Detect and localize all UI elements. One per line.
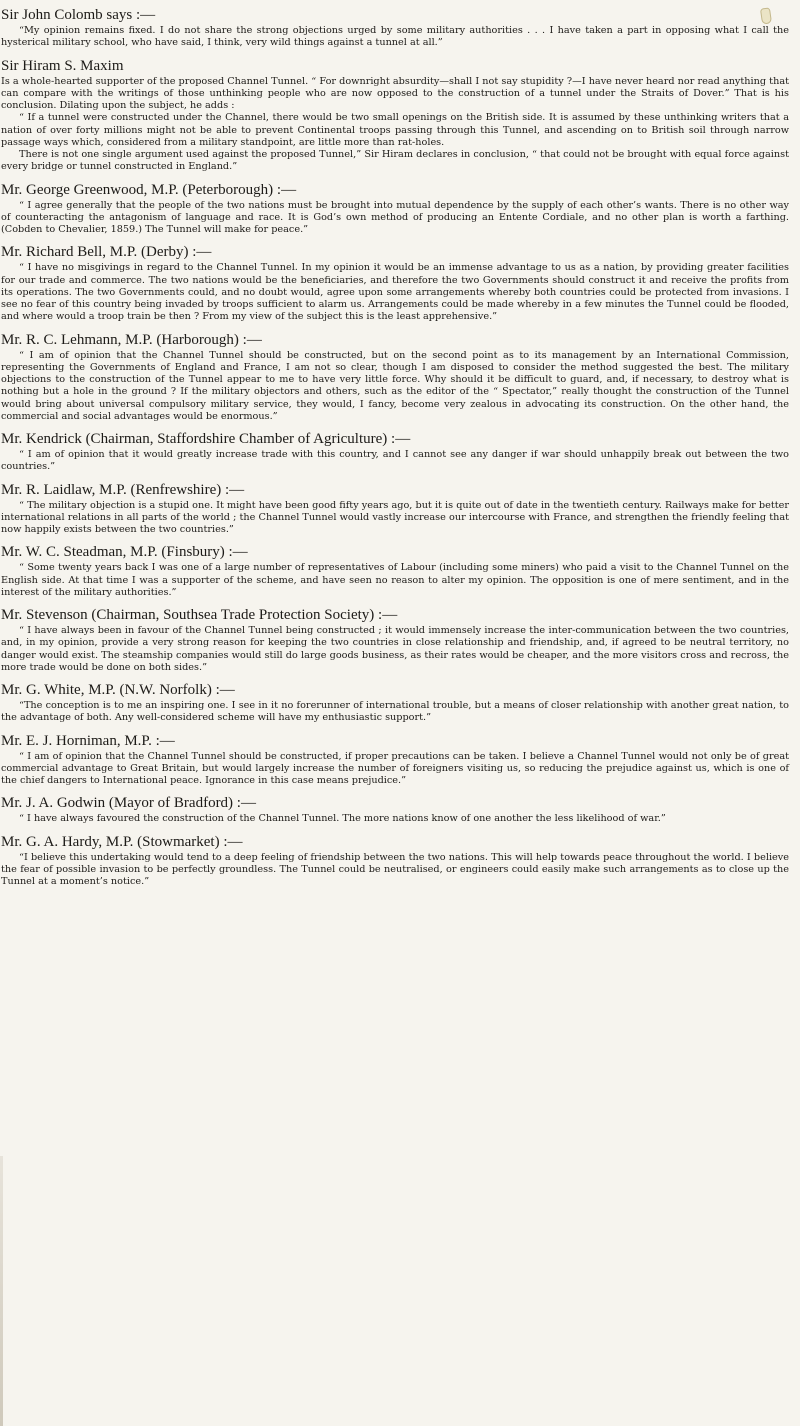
statement-entry — [1, 794, 789, 825]
statement-paragraph: “ If a tunnel were constructed under the Channel, there would be two small openings on the British side. It is assumed by these unthinking writers that a nation of over forty millions might not be able to prevent Continental troops passing through this Tunnel, and ascending on to British soil through narrow passage ways which, considered from a military standpoint, are little more than rat-holes. — [1, 112, 789, 148]
statement-entry — [1, 57, 789, 174]
page-corner-mark — [760, 7, 772, 24]
statement-entry — [1, 6, 789, 50]
statement-entry — [1, 181, 789, 237]
document-page — [0, 6, 789, 895]
statement-paragraph: Is a whole-hearted supporter of the proposed Channel Tunnel. “ For downright absurdity—shall I not say stupidity ?—I have never heard nor read anything that can compare with the writings of those unthinking people who are now opposed to the construction of a tunnel under the Straits of Dover.” That is his conclusion. Dilating upon the subject, he adds : — [1, 75, 789, 111]
statement-paragraph: “ Some twenty years back I was one of a large number of representatives of Labour (including some miners) who paid a visit to the Channel Tunnel on the English side. At that time I was a supporter of the scheme, and have seen no reason to alter my opinion. The opposition is one of mere sentiment, and in the interest of the military authorities.” — [1, 562, 789, 598]
statement-paragraph: “I believe this undertaking would tend to a deep feeling of friendship between the two nations. This will help towards peace throughout the world. I believe the fear of possible invasion to be perfectly groundless. The Tunnel could be neutralised, or engineers could easily make such arrangements as to close up the Tunnel at a moment’s notice.” — [1, 851, 789, 887]
speaker-heading: Mr. G. White, M.P. (N.W. Norfolk) :— — [1, 682, 235, 698]
speaker-heading: Mr. Richard Bell, M.P. (Derby) :— — [1, 244, 212, 261]
page-edge-shadow — [0, 1156, 3, 1426]
speaker-heading: Mr. R. C. Lehmann, M.P. (Harborough) :— — [1, 331, 262, 348]
statement-entry — [1, 681, 789, 725]
speaker-heading: Mr. R. Laidlaw, M.P. (Renfrewshire) :— — [1, 481, 245, 498]
statement-paragraph: “ I agree generally that the people of the two nations must be brought into mutual dependence by the supply of each other’s wants. There is no other way of counteracting the antagonism of language and race. It is God’s own method of producing an Entente Cordiale, and no other plan is worth a farthing. (Cobden to Chevalier, 1859.) The Tunnel will make for peace.” — [1, 199, 789, 235]
statement-entry — [1, 606, 789, 674]
speaker-heading: Sir Hiram S. Maxim — [1, 57, 124, 74]
statement-paragraph: “ I am of opinion that it would greatly increase trade with this country, and I cannot see any danger if war should unhappily break out between the two countries.” — [1, 449, 789, 473]
statement-paragraph: “ I am of opinion that the Channel Tunnel should be constructed, if proper precautions can be taken. I believe a Channel Tunnel would not only be of great commercial advantage to Great Britain, but would largely increase the number of foreigners visiting us, so reducing the prejudice against us, which is one of the chief dangers to International peace. Ignorance in this case means prejudice.” — [1, 750, 789, 786]
statement-paragraph: “ I have no misgivings in regard to the Channel Tunnel. In my opinion it would be an immense advantage to us as a nation, by providing greater facilities for our trade and commerce. The two nations would be the beneficiaries, and therefore the two Governments should construct it and receive the profits from its operations. The two Governments could, and no doubt would, agree upon some arrangements whereby both countries could be protected from invasions. I see no fear of this country being invaded by troops sufficient to alarm us. Arrangements could be made whereby in a few minutes the Tunnel could be flooded, and where would a troop train be then ? From my view of the subject this is the least apprehensive.” — [1, 262, 789, 323]
statement-paragraph: “ I have always favoured the construction of the Channel Tunnel. The more nations know of one another the less likelihood of war.” — [19, 813, 666, 825]
statement-entry — [1, 481, 789, 537]
statement-paragraph: “ I have always been in favour of the Channel Tunnel being constructed ; it would immensely increase the inter-communication between the two countries, and, in my opinion, provide a very strong reason for keeping the two countries in close relationship and friendship, and, if agreed to be neutral territory, no danger would exist. The steamship companies would still do large goods business, as their rates would be cheaper, and the more visitors cross and recross, the more trade would be done on both sides.” — [1, 625, 789, 673]
statement-entry — [1, 833, 789, 889]
speaker-heading: Mr. E. J. Horniman, M.P. :— — [1, 732, 175, 749]
statement-entry — [1, 732, 789, 788]
statement-paragraph: There is not one single argument used against the proposed Tunnel,” Sir Hiram declares in conclusion, “ that could not be brought with equal force against every bridge or tunnel constructed in England.” — [1, 149, 789, 173]
statement-entry — [1, 243, 789, 323]
speaker-heading: Mr. W. C. Steadman, M.P. (Finsbury) :— — [1, 544, 248, 561]
speaker-heading: Sir John Colomb says :— — [1, 7, 156, 23]
speaker-heading: Mr. George Greenwood, M.P. (Peterborough) :— — [1, 181, 297, 198]
statement-entry — [1, 331, 789, 424]
speaker-heading: Mr. G. A. Hardy, M.P. (Stowmarket) :— — [1, 833, 243, 850]
speaker-heading: Mr. J. A. Godwin (Mayor of Bradford) :— — [1, 795, 256, 812]
speaker-heading: Mr. Kendrick (Chairman, Staffordshire Chamber of Agriculture) :— — [1, 431, 411, 447]
statement-paragraph: “The conception is to me an inspiring one. I see in it no forerunner of international trouble, but a means of closer relationship with another great nation, to the advantage of both. Any well-considered scheme will have my enthusiastic support.” — [1, 700, 789, 724]
speaker-heading: Mr. Stevenson (Chairman, Southsea Trade Protection Society) :— — [1, 607, 398, 623]
statement-entry — [1, 543, 789, 599]
statements-list — [1, 6, 789, 888]
statement-paragraph: “ The military objection is a stupid one. It might have been good fifty years ago, but it is quite out of date in the twentieth century. Railways make for better international relations in all parts of the world ; the Channel Tunnel would vastly increase our intercourse with France, and strengthen the friendly feeling that now happily exists between the two countries.” — [1, 499, 789, 535]
statement-entry — [1, 430, 789, 474]
statement-paragraph: “ I am of opinion that the Channel Tunnel should be constructed, but on the second point as to its management by an International Commission, representing the Governments of England and France, I am not so clear, though I am disposed to consider the method suggested the best. The military objections to the construction of the Tunnel appear to me to have very little force. Why should it be difficult to guard, and, if necessary, to destroy what is nothing but a hole in the ground ? If the military objectors and others, such as the editor of the “ Spectator,” really thought the construction of the Tunnel would bring about universal compulsory military service, they would, I fancy, become very zealous in advocating its construction. On the other hand, the commercial and social advantages would be enormous.” — [1, 349, 789, 422]
statement-paragraph: “My opinion remains fixed. I do not share the strong objections urged by some military authorities . . . I have taken a part in opposing what I call the hysterical military school, who have said, I think, very wild things against a tunnel at all.” — [1, 25, 789, 49]
